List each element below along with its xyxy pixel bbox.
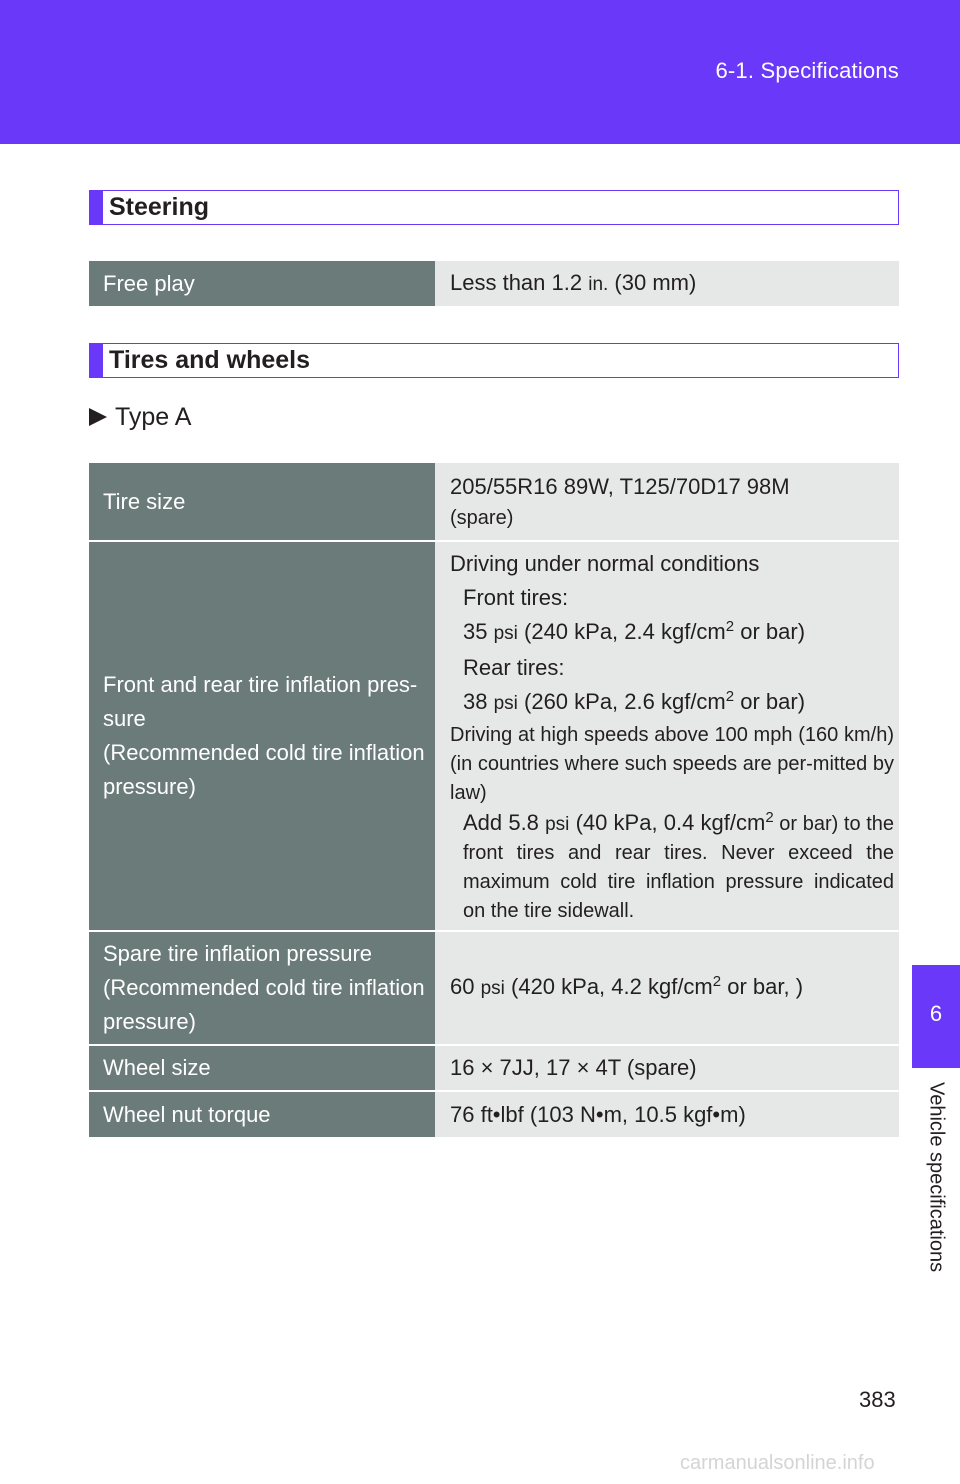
spare-pressure-label (89, 931, 435, 1045)
high-speed-note (450, 808, 894, 926)
chapter-tab-number: 6 (929, 1001, 943, 1026)
value-text: (260 kPa, 2.6 kgf/cm (517, 688, 726, 714)
rear-tires-label: Rear tires: (463, 654, 565, 680)
free-play-label: Free play (89, 261, 435, 306)
page-number: 383 (859, 1387, 896, 1412)
wheel-nut-torque-value: 76 ft•lbf (103 N•m, 10.5 kgf•m) (435, 1091, 899, 1137)
superscript: 2 (765, 808, 774, 826)
wheel-size-value: 16 × 7JJ, 17 × 4T (spare) (435, 1045, 899, 1091)
value-text: (240 kPa, 2.4 kgf/cm (517, 618, 726, 644)
value-text: 60 (450, 974, 481, 999)
steering-spec-table (89, 261, 899, 306)
steering-section-heading (89, 190, 899, 225)
tire-size-line: 205/55R16 89W, T125/70D17 98M (450, 474, 790, 499)
value-unit: in. (588, 273, 609, 295)
value-text: or bar) to the front tires and rear tires. Never exceed the maximum cold tire inflation pressure indicated on the tire sidewall. (463, 812, 894, 922)
label-line: (Recommended cold tire inflation (103, 740, 425, 765)
table-row (89, 931, 899, 1045)
value-unit: psi (480, 978, 505, 999)
header-band (0, 0, 960, 144)
chapter-side-title: Vehicle specifications (925, 1082, 948, 1273)
label-line: Spare tire inflation pressure (103, 941, 373, 966)
tires-section-title: Tires and wheels (109, 346, 311, 374)
section-accent (90, 191, 103, 224)
label-line: Front and rear tire inflation pres- (103, 672, 418, 697)
value-text: (30 mm) (608, 269, 697, 295)
wheel-size-label: Wheel size (89, 1045, 435, 1091)
label-line: (Recommended cold tire inflation (103, 975, 425, 1000)
table-row (89, 1091, 899, 1137)
tire-size-value (435, 463, 899, 541)
superscript: 2 (725, 687, 735, 705)
value-text: or bar) (734, 618, 806, 644)
value-text: (40 kPa, 0.4 kgf/cm (569, 809, 766, 835)
rear-tires-pressure (450, 685, 894, 721)
table-row (89, 541, 899, 931)
watermark-text: carmanualsonline.info (680, 1452, 875, 1474)
value-unit: psi (493, 692, 518, 714)
inflation-pressure-value (435, 541, 899, 931)
value-text: or bar, ) (721, 974, 804, 999)
tires-spec-table (89, 463, 899, 1137)
label-line: pressure) (103, 774, 196, 799)
steering-section-title: Steering (109, 193, 210, 221)
value-text: 38 (463, 688, 494, 714)
value-text: (420 kPa, 4.2 kgf/cm (504, 974, 713, 999)
table-row (89, 1045, 899, 1091)
triangle-bullet-icon (89, 408, 107, 426)
value-unit: psi (545, 813, 570, 835)
value-text: Less than 1.2 (450, 269, 589, 295)
table-row (89, 463, 899, 541)
tires-section-heading (89, 343, 899, 378)
label-line: sure (103, 706, 146, 731)
spare-pressure-value (435, 931, 899, 1045)
tire-size-spare-note: (spare) (450, 507, 514, 529)
value-text: Add 5.8 (463, 809, 546, 835)
chapter-tab[interactable] (912, 965, 960, 1068)
free-play-value (435, 261, 899, 306)
normal-conditions-heading: Driving under normal conditions (450, 550, 760, 576)
superscript: 2 (725, 617, 735, 635)
label-line: pressure) (103, 1009, 196, 1034)
section-accent (90, 344, 103, 377)
type-label-text: Type A (115, 403, 192, 431)
section-header-title: 6-1. Specifications (715, 58, 899, 83)
high-speed-heading: Driving at high speeds above 100 mph (160 km/h) (in countries where such speeds are per-mitted by law) (450, 723, 894, 804)
value-unit: psi (493, 622, 518, 644)
inflation-pressure-label (89, 541, 435, 931)
front-tires-label: Front tires: (463, 584, 569, 610)
value-text: or bar) (734, 688, 806, 714)
type-a-label (89, 403, 191, 432)
wheel-nut-torque-label: Wheel nut torque (89, 1091, 435, 1137)
tire-size-label: Tire size (89, 463, 435, 541)
superscript: 2 (712, 973, 722, 990)
table-row (89, 261, 899, 306)
value-text: 35 (463, 618, 494, 644)
front-tires-pressure (450, 615, 894, 651)
